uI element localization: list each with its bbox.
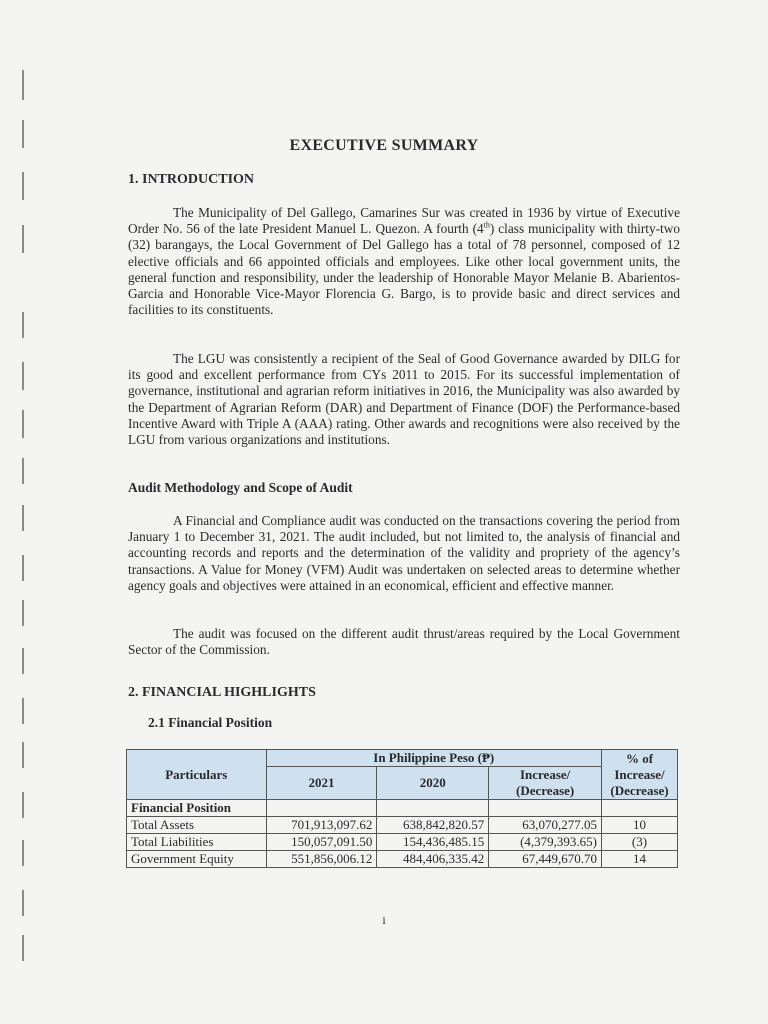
- binder-mark: [22, 225, 24, 253]
- table-row: [127, 851, 678, 868]
- binder-mark: [22, 312, 24, 338]
- binder-mark: [22, 600, 24, 626]
- audit-paragraph-2: The audit was focused on the different audit thrust/areas required by the Local Government Sector of the Commission.: [128, 626, 680, 658]
- audit-paragraph-1: A Financial and Compliance audit was conducted on the transactions covering the period from January 1 to December 31, 2021. The audit included, but not limited to, the analysis of financial and accounting records and reports and the determination of the validity and propriety of the agency’s transactions. A Value for Money (VFM) Audit was undertaken on selected areas to determine whether agency goals and objectives were attained in an economical, efficient and effective manner.: [128, 513, 680, 593]
- binder-mark: [22, 792, 24, 818]
- row-label: Total Assets: [127, 817, 267, 834]
- cell-percent: 10: [602, 817, 678, 834]
- binder-mark: [22, 70, 24, 100]
- binder-mark: [22, 698, 24, 724]
- cell-change: (4,379,393.65): [489, 834, 602, 851]
- intro-paragraph-2: The LGU was consistently a recipient of the Seal of Good Governance awarded by DILG for its good and excellent performance from CYs 2011 to 2015. For its successful implementation of governance, institutional and agrarian reform initiatives in 2016, the Municipality was also awarded by the Department of Agrarian Reform (DAR) and Department of Finance (DOF) the Performance-based Incentive Award with Triple A (AAA) rating. Other awards and recognitions were also received by the LGU from various organizations and institutions.: [128, 351, 680, 448]
- binder-mark: [22, 172, 24, 200]
- header-percent: % of Increase/ (Decrease): [602, 750, 678, 800]
- cell-2021: 551,856,006.12: [266, 851, 377, 868]
- binder-mark: [22, 840, 24, 866]
- cell-percent: (3): [602, 834, 678, 851]
- financial-position-table: [126, 749, 678, 868]
- binder-mark: [22, 505, 24, 531]
- binder-mark: [22, 362, 24, 390]
- binder-mark: [22, 935, 24, 961]
- header-peso-group: In Philippine Peso (₱): [266, 750, 601, 767]
- header-2021: 2021: [266, 767, 377, 800]
- cell-percent: 14: [602, 851, 678, 868]
- header-increase: Increase/ (Decrease): [489, 767, 602, 800]
- table-row: [127, 817, 678, 834]
- intro-paragraph-1: The Municipality of Del Gallego, Camarines Sur was created in 1936 by virtue of Executive Order No. 56 of the late President Manuel L. Quezon. A fourth (4th) class municipality with thirty-two (32) barangays, the Local Government of Del Gallego has a total of 78 personnel, composed of 12 elective officials and 66 appointed officials and employees. Like other local government units, the general function and responsibility, under the leadership of Honorable Mayor Melanie B. Abarientos-Garcia and Honorable Vice-Mayor Florencia G. Bargo, is to provide basic and direct services and facilities to its constituents.: [128, 205, 680, 318]
- header-particulars: Particulars: [127, 750, 267, 800]
- cell-2020: 154,436,485.15: [377, 834, 489, 851]
- binder-mark: [22, 648, 24, 674]
- section-heading-introduction: 1. INTRODUCTION: [128, 172, 255, 187]
- subsection-heading-financial-position: 2.1 Financial Position: [148, 715, 273, 730]
- binder-mark: [22, 458, 24, 484]
- table-row: [127, 834, 678, 851]
- cell-2021: 701,913,097.62: [266, 817, 377, 834]
- cell-2021: 150,057,091.50: [266, 834, 377, 851]
- audit-heading: Audit Methodology and Scope of Audit: [128, 480, 353, 495]
- header-2020: 2020: [377, 767, 489, 800]
- page-title: EXECUTIVE SUMMARY: [289, 137, 479, 154]
- page-number: i: [382, 913, 386, 927]
- table-section-label: Financial Position: [127, 800, 267, 817]
- cell-change: 63,070,277.05: [489, 817, 602, 834]
- cell-2020: 484,406,335.42: [377, 851, 489, 868]
- row-label: Government Equity: [127, 851, 267, 868]
- binder-mark: [22, 555, 24, 581]
- cell-2020: 638,842,820.57: [377, 817, 489, 834]
- cell-change: 67,449,670.70: [489, 851, 602, 868]
- row-label: Total Liabilities: [127, 834, 267, 851]
- binder-mark: [22, 410, 24, 438]
- binder-mark: [22, 742, 24, 768]
- section-heading-financial: 2. FINANCIAL HIGHLIGHTS: [128, 685, 316, 700]
